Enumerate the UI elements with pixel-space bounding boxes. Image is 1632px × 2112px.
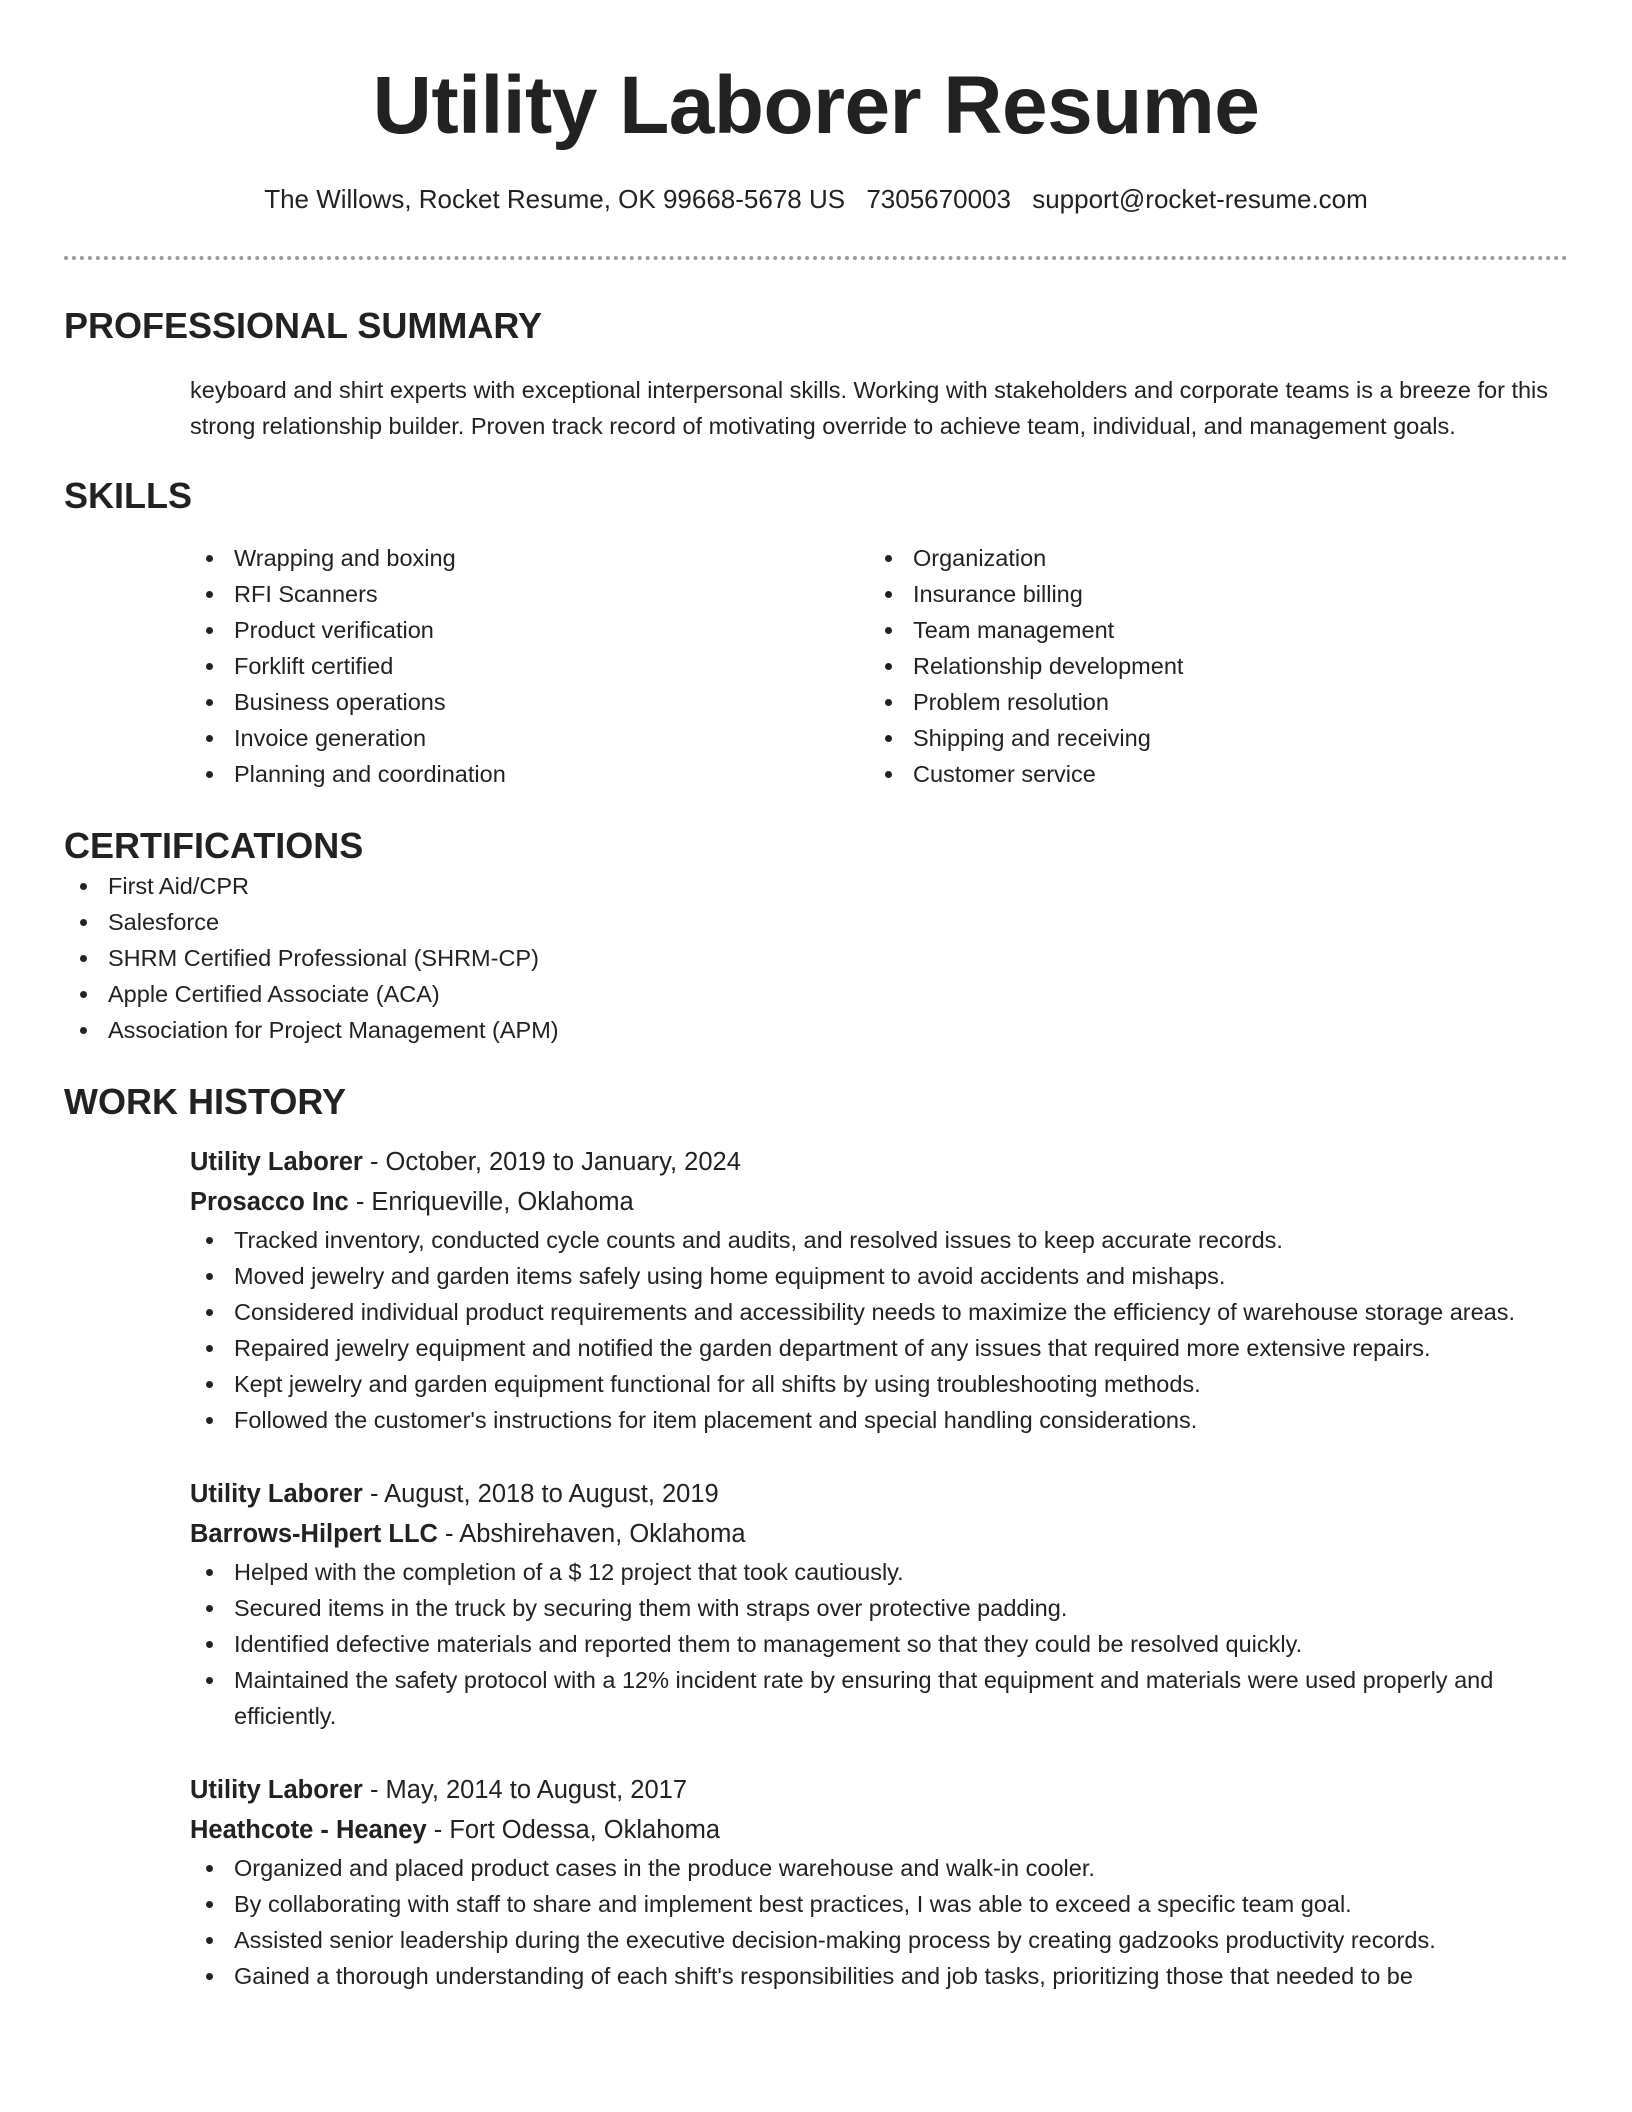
job-bullet: Kept jewelry and garden equipment functional for all shifts by using troubleshooting methods. — [190, 1366, 1568, 1402]
skills-columns — [190, 540, 1568, 792]
job-location: - Fort Odessa, Oklahoma — [426, 1816, 721, 1844]
skill-item: RFI Scanners — [190, 576, 869, 612]
job-title-line — [190, 1474, 1568, 1514]
job-bullet: Tracked inventory, conducted cycle counts and audits, and resolved issues to keep accurate records. — [190, 1222, 1568, 1258]
skills-heading: SKILLS — [64, 475, 193, 516]
contact-line — [64, 182, 1568, 216]
summary-section — [64, 304, 1568, 444]
job-title: Utility Laborer — [190, 1148, 363, 1176]
skill-item: Invoice generation — [190, 720, 869, 756]
certifications-list — [64, 868, 1568, 1048]
skill-item: Wrapping and boxing — [190, 540, 869, 576]
job-entry — [190, 1770, 1568, 1994]
job-bullet: Helped with the completion of a $ 12 project that took cautiously. — [190, 1554, 1568, 1590]
certification-item: SHRM Certified Professional (SHRM-CP) — [64, 940, 1568, 976]
skill-item: Shipping and receiving — [869, 720, 1548, 756]
skill-item: Customer service — [869, 756, 1548, 792]
job-bullet: Maintained the safety protocol with a 12% incident rate by ensuring that equipment and materials were used properly and efficiently. — [190, 1662, 1568, 1734]
resume-title: Utility Laborer Resume — [372, 60, 1260, 151]
skills-section — [64, 474, 1568, 792]
job-bullet: Considered individual product requirements and accessibility needs to maximize the efficiency of warehouse storage areas. — [190, 1294, 1568, 1330]
skills-list-right — [869, 540, 1548, 792]
skill-item: Insurance billing — [869, 576, 1548, 612]
skill-item: Product verification — [190, 612, 869, 648]
job-dates: - May, 2014 to August, 2017 — [362, 1776, 688, 1804]
job-company-line — [190, 1810, 1568, 1850]
work-history-heading: WORK HISTORY — [64, 1081, 347, 1122]
job-bullet: Identified defective materials and reported them to management so that they could be resolved quickly. — [190, 1626, 1568, 1662]
job-bullet: Secured items in the truck by securing them with straps over protective padding. — [190, 1590, 1568, 1626]
header-divider — [64, 256, 1568, 260]
certification-item: Apple Certified Associate (ACA) — [64, 976, 1568, 1012]
job-location: - Abshirehaven, Oklahoma — [437, 1520, 746, 1548]
job-company: Barrows-Hilpert LLC — [190, 1520, 438, 1548]
job-company-line — [190, 1514, 1568, 1554]
job-bullets — [190, 1222, 1568, 1438]
certification-item: First Aid/CPR — [64, 868, 1568, 904]
skill-item: Forklift certified — [190, 648, 869, 684]
skill-item: Problem resolution — [869, 684, 1548, 720]
skills-list-left — [190, 540, 869, 792]
job-entry — [190, 1142, 1568, 1438]
contact-address: The Willows, Rocket Resume, OK 99668-5678 US — [264, 184, 846, 214]
job-title: Utility Laborer — [190, 1480, 363, 1508]
job-dates: - August, 2018 to August, 2019 — [362, 1480, 719, 1508]
job-entry — [190, 1474, 1568, 1734]
job-company: Prosacco Inc — [190, 1188, 349, 1216]
certifications-heading: CERTIFICATIONS — [64, 825, 364, 866]
certification-item: Association for Project Management (APM) — [64, 1012, 1568, 1048]
job-bullet: Repaired jewelry equipment and notified the garden department of any issues that required more extensive repairs. — [190, 1330, 1568, 1366]
job-bullet: By collaborating with staff to share and implement best practices, I was able to exceed a specific team goal. — [190, 1886, 1568, 1922]
job-bullet: Organized and placed product cases in the produce warehouse and walk-in cooler. — [190, 1850, 1568, 1886]
skill-item: Relationship development — [869, 648, 1548, 684]
skill-item: Planning and coordination — [190, 756, 869, 792]
job-company-line — [190, 1182, 1568, 1222]
work-history-section — [64, 1080, 1568, 1994]
contact-phone: 7305670003 — [866, 184, 1011, 214]
job-company: Heathcote - Heaney — [190, 1816, 427, 1844]
job-bullet: Moved jewelry and garden items safely using home equipment to avoid accidents and mishaps. — [190, 1258, 1568, 1294]
summary-text: keyboard and shirt experts with exceptional interpersonal skills. Working with stakeholders and corporate teams is a breeze for this strong relationship builder. Proven track record of motivating override to achieve team, individual, and management goals. — [190, 377, 1549, 439]
job-dates: - October, 2019 to January, 2024 — [362, 1148, 741, 1176]
job-title-line — [190, 1770, 1568, 1810]
job-bullet: Assisted senior leadership during the executive decision-making process by creating gadzooks productivity records. — [190, 1922, 1568, 1958]
contact-email: support@rocket-resume.com — [1032, 184, 1368, 214]
certifications-section — [64, 824, 1568, 1048]
skill-item: Organization — [869, 540, 1548, 576]
job-location: - Enriqueville, Oklahoma — [348, 1188, 634, 1216]
job-title: Utility Laborer — [190, 1776, 363, 1804]
skill-item: Team management — [869, 612, 1548, 648]
job-bullets — [190, 1850, 1568, 1994]
job-title-line — [190, 1142, 1568, 1182]
skill-item: Business operations — [190, 684, 869, 720]
job-bullets — [190, 1554, 1568, 1734]
job-bullet: Followed the customer's instructions for item placement and special handling considerations. — [190, 1402, 1568, 1438]
summary-heading: PROFESSIONAL SUMMARY — [64, 305, 543, 346]
job-bullet: Gained a thorough understanding of each shift's responsibilities and job tasks, prioritizing those that needed to be — [190, 1958, 1568, 1994]
certification-item: Salesforce — [64, 904, 1568, 940]
